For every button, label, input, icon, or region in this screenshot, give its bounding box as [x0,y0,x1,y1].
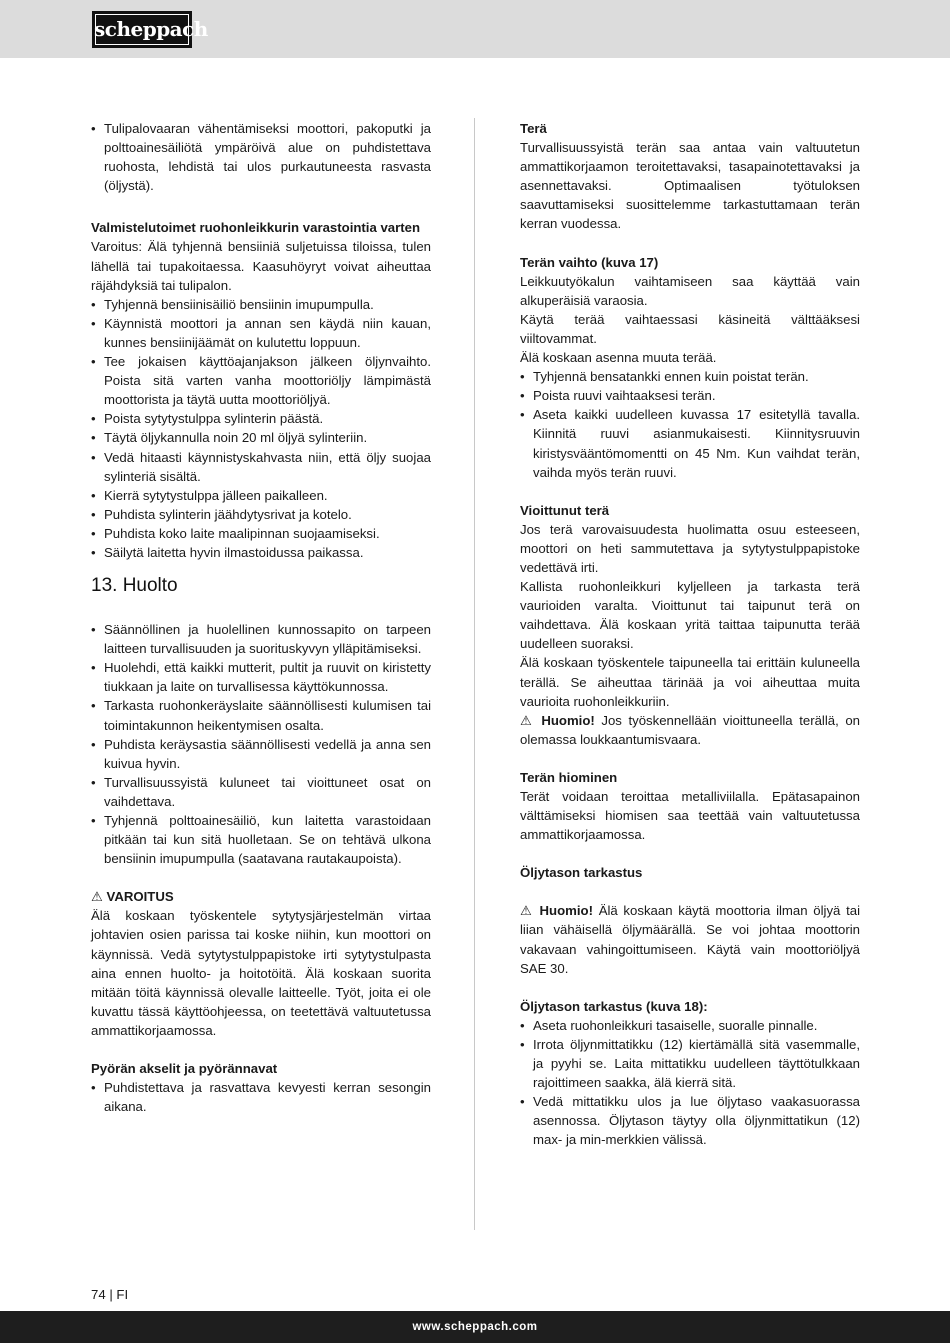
list-item: • Täytä öljykannulla noin 20 ml öljyä sylinteriin. [91,428,431,447]
section-heading-oil-check: Öljytason tarkastus [520,865,643,881]
list-item: • Tarkasta ruohonkeräyslaite säännöllisesti kulumisen tai toimintakunnon heikentymisen osalta. [91,696,431,734]
damaged-blade-paragraph: Jos terä varovaisuudesta huolimatta osuu esteeseen, moottori on heti sammutettava ja sytytystulppapistoke vedettävä irti. [520,521,860,575]
blade-text: Turvallisuussyistä terän saa antaa vain valtuutetun ammattikorjaamon teroitettavaksi, tasapainotettavaksi ja asennettavaksi. Optimaalisen työtuloksen saavuttamiseksi suosittelemme tarkastuttamaan terän kerran vuodessa. [520,140,860,232]
blade-change-paragraph: Käytä terää vaihtaessasi käsineitä välttääksesi viiltovammat. [520,311,860,346]
intro-list [91,119,431,195]
section-heading-blade: Terä [520,121,547,136]
section-heading-axles: Pyörän akselit ja pyörännavat [91,1061,278,1077]
footer-band [0,1311,950,1343]
list-item: • Säilytä laitetta hyvin ilmastoidussa paikassa. [91,543,431,562]
list-item: • Turvallisuussyistä kuluneet tai vioittuneet osat on vaihdettava. [91,773,431,811]
section-heading-oil-check-fig: Öljytason tarkastus (kuva 18): [520,998,708,1014]
section-heading-sharpening: Terän hiominen [520,769,618,785]
list-item: • Huolehdi, että kaikki mutterit, pultit ja ruuvit on kiristetty tiukkaan ja laite on turvallisessa käyttökunnossa. [91,658,431,696]
damaged-blade-paragraph: Kallista ruohonleikkuri kyljelleen ja tarkasta terä vaurioiden varalta. Vioittunut tai taipunut terä on vaihdettava. Älä koskaan yritä taittaa taipunutta terää uudelleen suoraksi. [520,579,860,652]
oil-check-note [520,901,860,977]
list-item: • Vedä mittatikku ulos ja lue öljytaso vaakasuorassa asennossa. Öljytason täytyy olla öljynmittatikun (12) max- ja min-merkkien välissä. [520,1092,860,1149]
scheppach-logo: scheppach [92,11,192,48]
section-heading-blade-change: Terän vaihto (kuva 17) [520,254,659,270]
list-item: • Puhdista koko laite maalipinnan suojaamiseksi. [91,524,431,543]
list-item: • Vedä hitaasti käynnistyskahvasta niin, että öljy suojaa sylinteriä sisältä. [91,448,431,486]
axles-list [91,1078,431,1116]
storage-warning-text: Varoitus: Älä tyhjennä bensiiniä suljetuissa tiloissa, tulen lähellä tai tupakoitaessa. Kaasuhöyryt voivat aiheuttaa räjähdyksiä tai tulipalon. [91,239,431,293]
warning-triangle-icon: ⚠ [91,889,103,905]
warning-heading [91,887,431,906]
warning-label: VAROITUS [106,889,174,905]
damaged-blade-paragraph: Älä koskaan työskentele taipuneella tai erittäin kuluneella terällä. Se aiheuttaa tärinää ja voi aiheuttaa muita vaurioita ruohonleikkuriin. [520,655,860,709]
warning-triangle-icon: ⚠ [520,903,534,919]
chapter-title-maintenance: 13. Huolto [91,575,178,597]
list-item: • Tyhjennä bensatankki ennen kuin poistat terän. [520,367,860,386]
list-item: • Puhdista keräysastia säännöllisesti vedellä ja anna sen kuivua hyvin. [91,735,431,773]
list-item: • Tulipalovaaran vähentämiseksi moottori, pakoputki ja polttoainesäiliötä ympäröivä alue on puhdistettava ruohosta, lehdistä tai ulos purkautuneesta rasvasta (öljystä). [91,119,431,195]
list-item: • Poista ruuvi vaihtaaksesi terän. [520,386,860,405]
storage-list [91,295,431,562]
section-heading-damaged-blade: Vioittunut terä [520,502,610,518]
list-item: • Poista sytytystulppa sylinterin päästä. [91,409,431,428]
page-number: 74 | FI [91,1287,129,1302]
section-heading-storage: Valmistelutoimet ruohonleikkurin varastointia varten [91,220,421,236]
note-text: Älä koskaan käytä moottoria ilman öljyä tai liian vähäisellä öljymäärällä. Se voi johtaa moottorin vakavaan vahingoittumiseen. Käytä vain moottoriöljyä SAE 30. [520,903,860,976]
right-column [520,119,860,1150]
list-item: • Aseta kaikki uudelleen kuvassa 17 esitetyllä tavalla. Kiinnitä ruuvi asianmukaisesti. Kiinnitysruuvin kiristysvääntömomentti on 45 Nm. Kun vaihdat terän, vaihda myös terän ruuvi. [520,405,860,481]
list-item: • Säännöllinen ja huolellinen kunnossapito on tarpeen laitteen turvallisuuden ja suorituskyvyn ylläpitämiseksi. [91,620,431,658]
note-label: Huomio! [541,712,595,728]
blade-change-paragraph: Leikkuutyökalun vaihtamiseen saa käyttää vain alkuperäisiä varaosia. [520,273,860,308]
list-item: • Irrota öljynmittatikku (12) kiertämällä sitä vasemmalle, ja pyyhi se. Laita mittatikku uudelleen täyttötulkkaan rajoittimeen saakka, älä kierrä sitä. [520,1035,860,1092]
damaged-blade-note [520,711,860,749]
list-item: • Tyhjennä polttoainesäiliö, kun laitetta varastoidaan pitkään tai kun sitä huolletaan. Se on tehtävä ulkona bensiinin imupumpulla (saatavana rautakaupoista). [91,811,431,868]
header-band [0,0,950,58]
list-item: • Aseta ruohonleikkuri tasaiselle, suoralle pinnalle. [520,1016,860,1035]
note-text: Jos työskennellään vioittuneella terällä, on olemassa loukkaantumisvaara. [520,712,861,747]
list-item: • Tee jokaisen käyttöajanjakson jälkeen öljynvaihto. Poista sitä varten vanha moottoriöljy lämpimästä moottorista ja täytä uutta moottoriöljyä. [91,352,431,409]
note-label: Huomio! [539,903,594,919]
list-item: • Puhdistettava ja rasvattava kevyesti kerran sesongin aikana. [91,1078,431,1116]
list-item: • Puhdista sylinterin jäähdytysrivat ja kotelo. [91,505,431,524]
list-item: • Tyhjennä bensiinisäiliö bensiinin imupumpulla. [91,295,431,314]
column-divider [474,118,475,1230]
maintenance-list [91,620,431,868]
oil-check-list [520,1016,860,1150]
blade-change-list [520,367,860,482]
website-link[interactable]: www.scheppach.com [412,1321,538,1333]
warning-triangle-icon: ⚠ [520,712,535,728]
blade-change-paragraph: Älä koskaan asenna muuta terää. [520,350,717,366]
sharpening-text: Terät voidaan teroittaa metalliviilalla. Epätasapainon välttämiseksi hiomisen saa teettää vain valtuutetussa ammattikorjaamossa. [520,789,860,843]
list-item: • Käynnistä moottori ja annan sen käydä niin kauan, kunnes bensiinijäämät on kulutettu loppuun. [91,314,431,352]
list-item: • Kierrä sytytystulppa jälleen paikalleen. [91,486,431,505]
left-column [91,119,431,1116]
warning-text: Älä koskaan työskentele sytytysjärjestelmän virtaa johtavien osien parissa tai koske niihin, kun moottori on käynnissä. Vedä sytytystulppapistoke irti sytytystulpasta aina ennen huolto- ja hoitotöitä. Älä koskaan suorita mitään töitä käynnissä olevalle laitteelle. Työt, joita ei ole kuvattu tässä käyttöohjeessa, on teetettävä valtuutetussa ammattikorjaamossa. [91,908,431,1038]
